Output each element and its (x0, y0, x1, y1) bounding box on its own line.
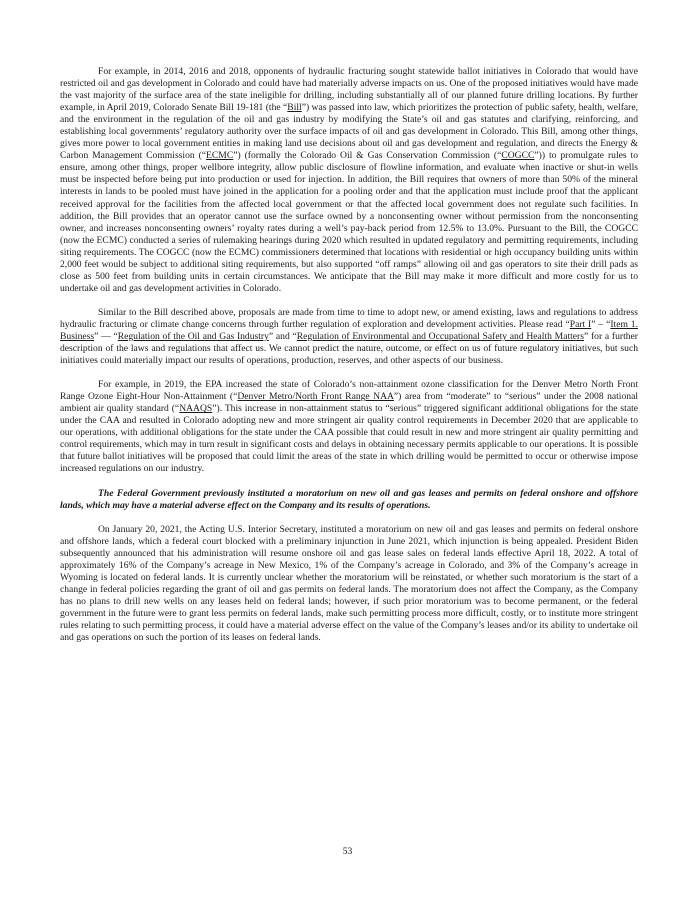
risk-factor-heading: The Federal Government previously instituted a moratorium on new oil and gas leases and permits on federal onshore and offshore lands, which may have a material adverse effect on the Company and its results of operations. (60, 487, 638, 511)
defined-term-bill: Bill (287, 102, 302, 114)
paragraph-colorado-ballot-initiatives: For example, in 2014, 2016 and 2018, opponents of hydraulic fracturing sought statewide ballot initiatives in Colorado that would have restricted oil and gas development in Colorado and could have had materially adverse impacts on us. One of the proposed initiatives would have made the vast majority of the surface area of the state ineligible for drilling, including substantially all of our planned future drilling locations. By further example, in April 2019, Colorado Senate Bill 19-181 (the “Bill”) was passed into law, which prioritizes the protection of public safety, health, welfare, and the environment in the regulation of the oil and gas industry by modifying the State’s oil and gas statutes and clarifying, reinforcing, and establishing local governments’ regulatory authority over the surface impacts of oil and gas development in Colorado. This Bill, among other things, gives more power to local government entities in making land use decisions about oil and gas development and regulation, and directs the Energy & Carbon Management Commission (“ECMC”) (formally the Colorado Oil & Gas Conservation Commission (“COGCC”)) to promulgate rules to ensure, among other things, proper wellbore integrity, allow public disclosure of flowline information, and evaluate when inactive or shut-in wells must be inspected before being put into production or used for injection. In addition, the Bill requires that owners of more than 50% of the mineral interests in lands to be pooled must have joined in the application for a pooling order and that the application must include proof that the applicant received approval for the facilities from the affected local government or that the affected local government does not regulate such facilities. In addition, the Bill provides that an operator cannot use the surface owned by a nonconsenting owner without permission from the nonconsenting owner, and increases nonconsenting owners’ royalty rates during a well’s pay-back period from 12.5% to 13.0%. Pursuant to the Bill, the COGCC (now the ECMC) conducted a series of rulemaking hearings during 2020 which resulted in updated regulatory and permitting requirements, including siting requirements. The COGCC (now the ECMC) commissioners determined that locations with residential or high occupancy building units within 2,000 feet would be subject to additional siting requirements, but also supported “off ramps” allowing oil and gas operators to site their drill pads as close as 500 feet from building units in certain circumstances. We anticipate that the Bill may make it more difficult and more costly for us to undertake oil and gas development activities in Colorado. (60, 66, 638, 294)
page-number: 53 (342, 846, 353, 857)
cross-reference-environmental-regulation: Regulation of Environmental and Occupational Safety and Health Matters (296, 330, 584, 342)
cross-reference-part-1: Part I (569, 318, 592, 330)
paragraph-regulatory-proposals: Similar to the Bill described above, proposals are made from time to time to adopt new, or amend existing, laws and regulations to address hydraulic fracturing or climate change concerns through further regulation of exploration and development activities. Please read “Part I” – “Item 1. Business” — “Regulation of the Oil and Gas Industry” and “Regulation of Environmental and Occupational Safety and Health Matters” for a further description of the laws and regulations that affect us. We cannot predict the nature, outcome, or effect on us of future regulatory initiatives, but such initiatives could materially impact our results of operations, production, reserves, and other aspects of our business. (60, 306, 638, 367)
paragraph-federal-moratorium: On January 20, 2021, the Acting U.S. Interior Secretary, instituted a moratorium on new oil and gas leases and permits on federal onshore and offshore lands, which a federal court blocked with a preliminary injunction in June 2021, which injunction is being appealed. President Biden subsequently announced that his administration will resume onshore oil and gas lease sales on federal lands effective April 18, 2022. A total of approximately 16% of the Company’s acreage in New Mexico, 1% of the Company’s acreage in Colorado, and 3% of the Company’s acreage in Wyoming is located on federal lands. It is currently unclear whether the moratorium will be reinstated, or whether such moratorium is the start of a change in federal policies regarding the grant of oil and gas permits on federal lands. The moratorium does not affect the Company, as the Company has no plans to drill new wells on any leases held on federal lands; however, if such prior moratorium was to become permanent, or the federal government in the future were to grant less permits on federal lands, make such permitting process more difficult, costly, or to institute more stringent rules relating to such permitting process, it could have a material adverse effect on the value of the Company’s leases and/or its ability to undertake oil and gas operations on such the portion of its leases on federal lands. (60, 523, 638, 644)
paragraph-epa-ozone-classification: For example, in 2019, the EPA increased the state of Colorado’s non-attainment ozone classification for the Denver Metro North Front Range Ozone Eight-Hour Non-Attainment (“Denver Metro/North Front Range NAA”) area from “moderate” to “serious” under the 2008 national ambient air quality standard (“NAAQS”). This increase in non-attainment status to “serious” triggered significant additional obligations for the state under the CAA and resulted in Colorado adopting new and more stringent air quality control requirements in December 2020 that are applicable to our operations, with additional obligations for the state under the CAA possible that could result in new and more stringent air quality permitting and control requirements, which may in turn result in significant costs and delays in obtaining necessary permits applicable to our operations. It is possible that future ballot initiatives will be proposed that could limit the areas of the state in which drilling would be permitted to occur or otherwise impose increased regulations on our industry. (60, 379, 639, 475)
document-body (60, 66, 638, 656)
defined-term-denver-naa: Denver Metro/North Front Range NAA (237, 391, 394, 403)
defined-term-naaqs: NAAQS (179, 403, 213, 415)
defined-term-ecmc: ECMC (206, 150, 234, 162)
cross-reference-oil-gas-regulation: Regulation of the Oil and Gas Industry (117, 330, 269, 342)
cross-reference-item-1: Item 1. Business (60, 318, 638, 342)
defined-term-cogcc: COGCC (501, 150, 535, 162)
